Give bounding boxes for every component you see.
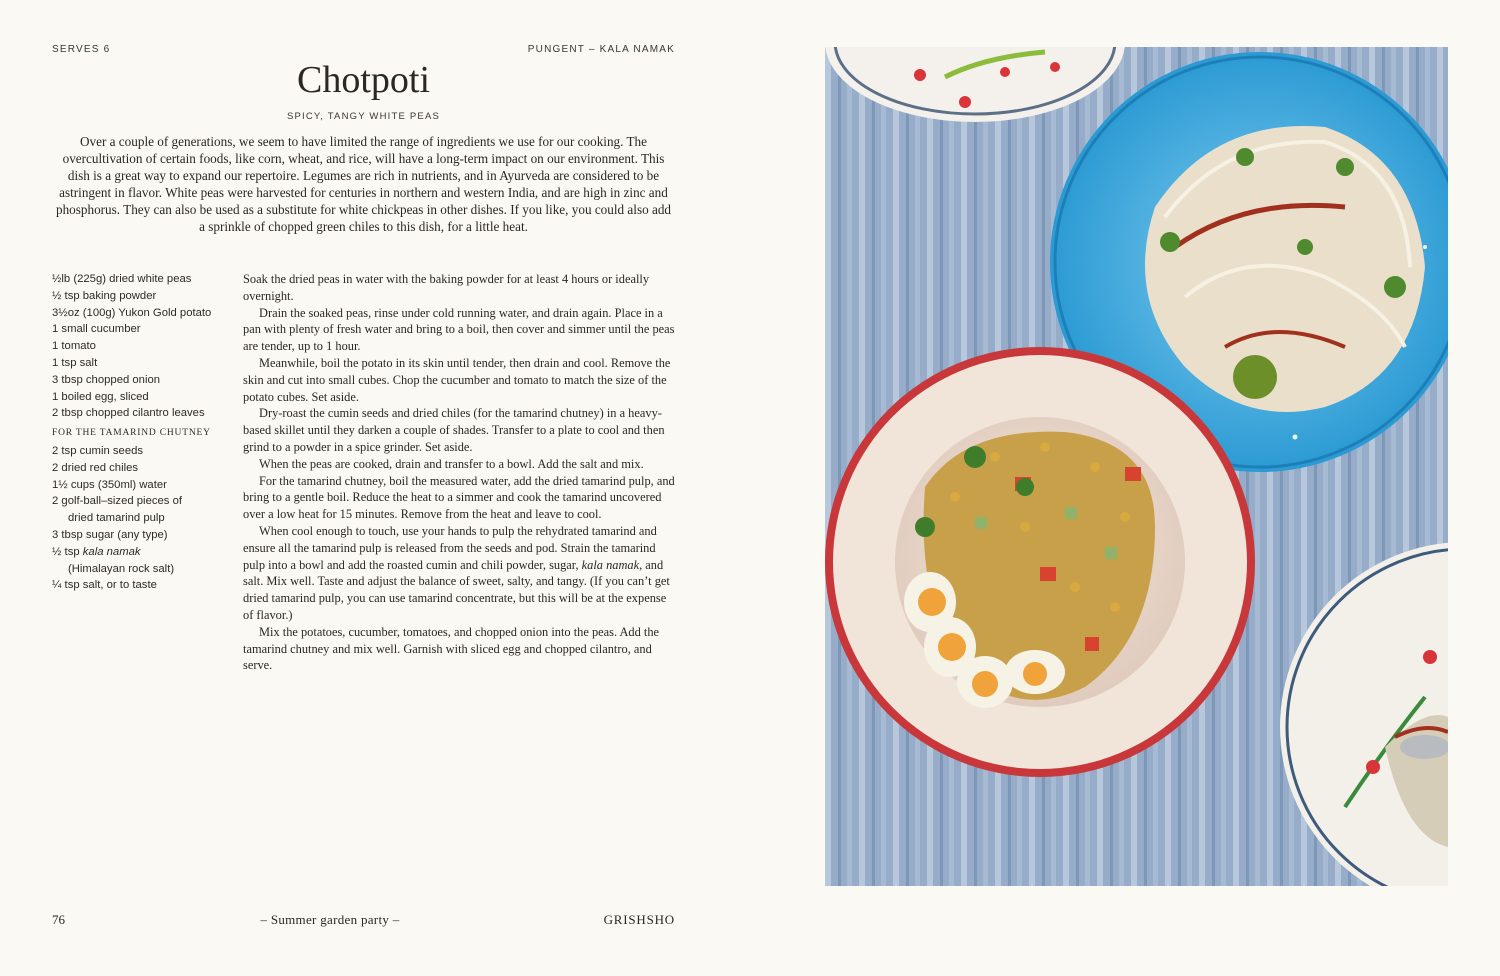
ingredient-list [52, 271, 237, 594]
chapter-title: – Summer garden party – [260, 912, 400, 927]
method-step: Dry-roast the cumin seeds and dried chiles (for the tamarind chutney) in a heavy-based skillet until they darken a couple of shades. Transfer to a plate to cool and then grind to a powder in a spice grinder. Set aside. [243, 406, 665, 454]
method-step: For the tamarind chutney, boil the measured water, add the dried tamarind pulp, and bring to a gentle boil. Reduce the heat to a simmer and cook the tamarind uncovered over a low heat for 15 minutes. Remove from the heat and leave to cool. [243, 473, 675, 522]
ingredient-item [52, 544, 237, 561]
page-number: 76 [52, 912, 65, 927]
method-text: When cool enough to touch, use your hands to pulp the rehydrated tamarind and ensure all the tamarind pulp is released from the seeds and pod. Strain the tamarind pulp into a bowl and add the roasted cumin and chili powder, sugar, [243, 523, 657, 572]
method-steps [243, 271, 676, 674]
method-text: , and salt. Mix well. Taste and adjust the balance of sweet, salty, and tangy. (If you can’t get dried tamarind pulp, you can use tamarind concentrate, but this will be at the expense of flavor.) [243, 557, 670, 622]
ingredient-item: 2 dried red chiles [52, 461, 139, 474]
ingredient-item: 1 boiled egg, sliced [52, 390, 149, 403]
ingredient-item: 1½ cups (350ml) water [52, 478, 167, 491]
method-text-italic: kala namak [581, 557, 640, 572]
ingredient-item: ½ tsp baking powder [52, 289, 157, 302]
method-step [243, 523, 676, 624]
method-step: Meanwhile, boil the potato in its skin until tender, then drain and cool. Remove the skin and cut into small cubes. Chop the cucumber and tomato to match the size of the potato cubes. Set aside. [243, 355, 671, 404]
method-step: Drain the soaked peas, rinse under cold running water, and drain again. Place in a pan with plenty of fresh water and bring to a boil, then cover and simmer until the peas are tender, up to 1 hour. [243, 305, 675, 354]
ingredient-item: 2 tsp cumin seeds [52, 444, 144, 457]
ingredient-item-continued: dried tamarind pulp [68, 512, 165, 525]
ingredient-item: ¼ tsp salt, or to taste [52, 579, 157, 592]
ingredient-item: 3 tbsp sugar (any type) [52, 528, 168, 541]
book-title: GRISHSHO [603, 912, 675, 927]
ingredient-item: 1 tomato [52, 340, 96, 353]
ingredient-item: ½lb (225g) dried white peas [52, 273, 192, 285]
flavor-label: PUNGENT – KALA NAMAK [527, 44, 675, 55]
ingredient-item: 2 tbsp chopped cilantro leaves [52, 407, 205, 420]
recipe-intro: Over a couple of generations, we seem to have limited the range of ingredients we use for our cooking. The overcultivation of certain foods, like corn, wheat, and rice, will have a long-term impact on our environment. This dish is a great way to expand our repertoire. Legumes are rich in nutrients, and in Ayurveda are considered to be astringent in flavor. White peas were harvested for centuries in northern and western India, and are high in zinc and phosphorus. They can also be used as a substitute for white chickpeas in other dishes. If you like, you could also add a sprinkle of chopped green chiles to this dish, for a little heat. [55, 134, 672, 234]
ingredient-item: 1 small cucumber [52, 323, 141, 336]
serves-label: SERVES 6 [52, 44, 111, 55]
ingredient-quantity: ½ tsp [52, 545, 83, 558]
ingredient-item: 3 tbsp chopped onion [52, 373, 161, 386]
ingredient-item: 3½oz (100g) Yukon Gold potato [52, 306, 212, 319]
ingredient-item-continued: (Himalayan rock salt) [68, 562, 175, 575]
dish-photo [825, 47, 1448, 886]
recipe-subtitle: SPICY, TANGY WHITE PEAS [286, 111, 441, 122]
method-step: Soak the dried peas in water with the baking powder for at least 4 hours or ideally overnight. [243, 272, 650, 303]
ingredient-name-italic: kala namak [82, 545, 141, 558]
method-step: When the peas are cooked, drain and transfer to a bowl. Add the salt and mix. [259, 456, 644, 471]
salad-bowl [825, 347, 1255, 777]
chutney-heading: FOR THE TAMARIND CHUTNEY [52, 428, 211, 439]
ingredient-item: 2 golf-ball–sized pieces of [52, 495, 182, 508]
recipe-title: Chotpoti [296, 59, 431, 101]
ingredient-item: 1 tsp salt [52, 356, 98, 369]
method-step: Mix the potatoes, cucumber, tomatoes, and chopped onion into the peas. Add the tamarind chutney and mix well. Garnish with sliced egg and chopped cilantro, and serve. [243, 624, 660, 673]
